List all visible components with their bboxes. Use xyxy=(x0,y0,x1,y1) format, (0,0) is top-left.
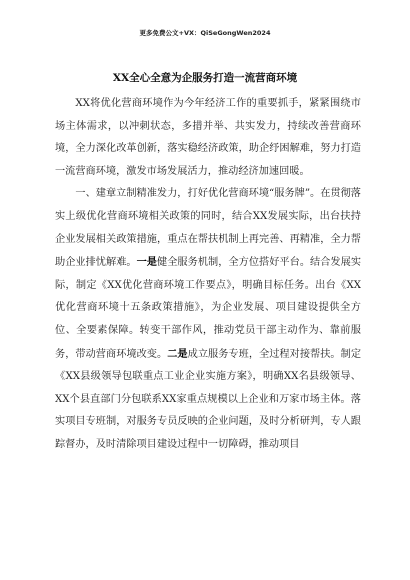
paragraph xyxy=(55,93,361,183)
document-body xyxy=(55,93,361,457)
paragraph-text: XX将优化营商环境作为今年经济工作的重要抓手，紧紧围绕市场主体需求，以冲刺状态，多措并举、共实发力，持续改善营商环境，全力深化改革创新，落实稳经济政策，助企纾困解难，努力打造一流营商环境，激发市场发展活力，推动经济加速回暖。 xyxy=(55,98,361,177)
paragraph-text: 成立服务专班，全过程对接帮扶。制定《XX县级领导包联重点工业企业实施方案》，明确XX名县级领导、XX个县直部门分包联系XX家重点规模以上企业和万家市场主体。落实项目专班制，对服务专员反映的企业问题，及时分析研判，专人跟踪督办，及时清除项目建设过程中一切障碍，推动项目 xyxy=(55,348,362,450)
paragraph-text: 一、建章立制精准发力，打好优化营商环境“服务牌”。在贯彻落实上级优化营商环境相关政策的同时，结合XX发展实际，出台扶持企业发展相关政策措施，重点在帮扶机制上再完善、再精准，全力帮助企业排忧解难。 xyxy=(55,188,361,269)
paragraph xyxy=(55,183,361,456)
emphasis-text: 一是 xyxy=(136,256,158,269)
header-note: 更多免费公文+VX：QiSeGongWen2024 xyxy=(139,29,271,37)
document-title: XX全心全意为企服务打造一流营商环境 xyxy=(112,72,298,84)
paragraph-text: 健全服务机制，全方位搭好平台。结合发展实际，制定《XX优化营商环境工作要点》，明确目标任务。出台《XX优化营商环境十五条政策措施》，为企业发展、项目建设提供全方位、全要素保障。转变干部作风，推动党员干部主动作为、靠前服务，带动营商环境改变。 xyxy=(55,257,362,360)
emphasis-text: 二是 xyxy=(167,347,188,360)
